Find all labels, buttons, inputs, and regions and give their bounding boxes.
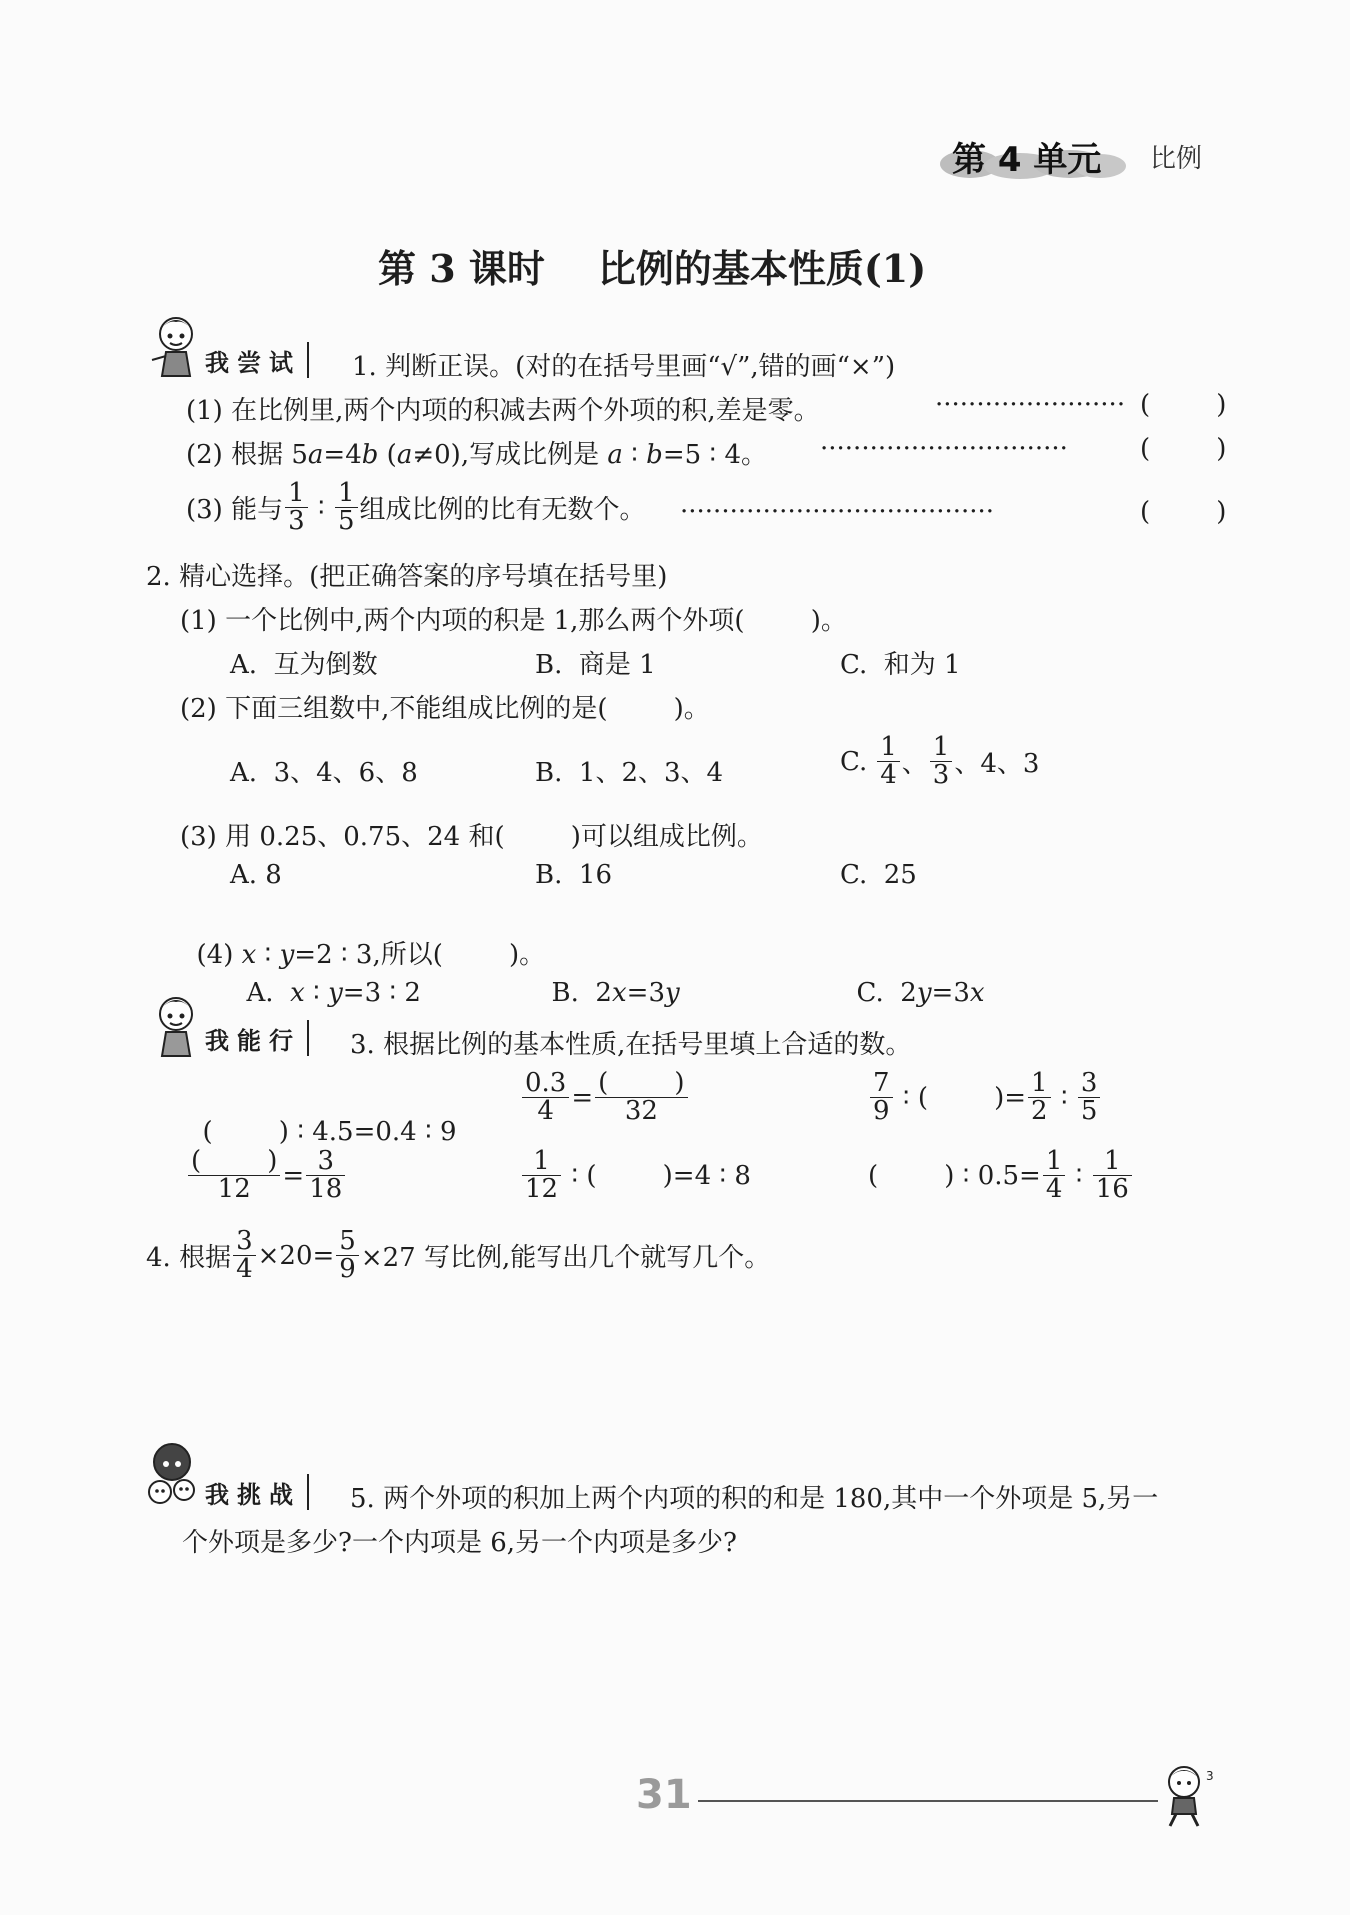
fraction: $\frac{1}{12}$ — [522, 1148, 561, 1204]
page-title: 第 3 课时 比例的基本性质(1) — [378, 246, 927, 291]
q2-item-2-stem: (2) 下面三组数中,不能组成比例的是( )。 — [180, 694, 710, 724]
fraction: $\frac{3}{4}$ — [233, 1228, 256, 1284]
fraction: $\frac{1}{16}$ — [1093, 1148, 1132, 1204]
unit-header — [940, 130, 1130, 180]
q3-heading: 3. 根据比例的基本性质,在括号里填上合适的数。 — [350, 1030, 912, 1060]
q1-item-2-leader: ······························ — [820, 434, 1068, 464]
q5-answer-area[interactable] — [146, 1580, 1206, 1740]
q3-eq-3: $\frac{7}{9}$ ∶ ( )= $\frac{1}{2}$ ∶ $\frac{3}{5}$ — [868, 1070, 1102, 1126]
answer-blank[interactable]: ( ) — [202, 1117, 289, 1147]
unit-topic: 比例 — [1150, 144, 1203, 174]
fraction: $\frac{1}{2}$ — [1028, 1070, 1051, 1126]
fraction: $\frac{1}{4}$ — [877, 734, 900, 790]
q2-item-3-option-c[interactable]: C. 25 — [840, 860, 917, 890]
q2-item-2-option-c[interactable]: C. $\frac{1}{4}$ 、 $\frac{1}{3}$ 、4、3 — [840, 732, 1040, 791]
fraction: $\frac{7}{9}$ — [870, 1070, 893, 1126]
girl-mascot-icon — [146, 310, 206, 380]
badge-challenge: 我挑战 — [205, 1474, 309, 1510]
q2-item-1-stem: (1) 一个比例中,两个内项的积是 1,那么两个外项( )。 — [180, 606, 847, 636]
q3-eq-2: $\frac{0.3}{4}$ = $\frac{( )}{32}$ — [520, 1070, 690, 1126]
q4-question: 4. 根据 $\frac{3}{4}$ ×20= $\frac{5}{9}$ ×27 写比例,能写出几个就写几个。 — [146, 1226, 771, 1285]
q1-item-3-answer[interactable]: ( ) — [1140, 497, 1227, 527]
kids-mascot-icon — [144, 1440, 204, 1510]
fraction: $\frac{5}{9}$ — [336, 1228, 359, 1284]
q2-item-1-option-c[interactable]: C. 和为 1 — [840, 650, 961, 680]
fraction: $\frac{1}{3}$ — [285, 480, 308, 536]
q3-eq-4: $\frac{( )}{12}$ = $\frac{3}{18}$ — [186, 1148, 347, 1204]
q1-heading: 1. 判断正误。(对的在括号里画“√”,错的画“×”) — [352, 352, 896, 382]
q1-item-1-answer[interactable]: ( ) — [1140, 390, 1227, 420]
fraction: $\frac{0.3}{4}$ — [522, 1070, 569, 1126]
q5-line-2: 个外项是多少?一个内项是 6,另一个内项是多少? — [182, 1528, 737, 1558]
q1-item-3-leader: ······································ — [680, 497, 995, 527]
badge-can: 我能行 — [205, 1020, 309, 1056]
q1-item-3: (3) 能与 $\frac{1}{3}$ ∶ $\frac{1}{5}$ 组成比例的比有无数个。 — [186, 478, 646, 537]
boy-mascot-icon — [1150, 1760, 1220, 1830]
fraction: $\frac{1}{4}$ — [1043, 1148, 1066, 1204]
section-can-header — [146, 990, 206, 1064]
q2-item-2-option-a[interactable]: A. 3、4、6、8 — [230, 758, 418, 788]
fraction: $\frac{1}{5}$ — [335, 480, 358, 536]
q2-item-1-option-a[interactable]: A. 互为倒数 — [230, 650, 378, 680]
q5-line-1: 5. 两个外项的积加上两个内项的积的和是 180,其中一个外项是 5,另一 — [350, 1484, 1159, 1514]
fraction: $\frac{1}{3}$ — [930, 734, 953, 790]
q2-item-4-option-b[interactable]: B. 2x=3y — [551, 978, 680, 1008]
fraction: $\frac{3}{18}$ — [306, 1148, 345, 1204]
svg-text:3: 3 — [1206, 1769, 1214, 1783]
badge-try: 我尝试 — [205, 342, 309, 378]
unit-label: 第 4 单元 — [952, 140, 1102, 180]
q3-eq-6: ( ) ∶ 0.5= $\frac{1}{4}$ ∶ $\frac{1}{16}$ — [868, 1148, 1134, 1204]
q3-eq-5: $\frac{1}{12}$ ∶ ( )=4 ∶ 8 — [520, 1148, 751, 1204]
q2-item-4-option-a[interactable]: A. x ∶ y=3 ∶ 2 — [246, 978, 421, 1008]
q2-item-3-option-b[interactable]: B. 16 — [535, 860, 612, 890]
q2-item-2-option-b[interactable]: B. 1、2、3、4 — [535, 758, 724, 788]
q2-item-4-stem: (4) x ∶ y=2 ∶ 3,所以( )。 — [196, 940, 546, 970]
q2-item-1-option-b[interactable]: B. 商是 1 — [535, 650, 656, 680]
section-challenge-header — [144, 1440, 204, 1514]
section-try-header — [146, 310, 206, 384]
q1-item-1: (1) 在比例里,两个内项的积减去两个外项的积,差是零。 — [186, 396, 820, 426]
q1-item-2-answer[interactable]: ( ) — [1140, 434, 1227, 464]
q1-item-2: (2) 根据 5a=4b (a≠0),写成比例是 a ∶ b=5 ∶ 4。 — [186, 440, 767, 470]
q2-item-3-stem: (3) 用 0.25、0.75、24 和( )可以组成比例。 — [180, 822, 763, 852]
girl-mascot-icon — [146, 990, 206, 1060]
page-number: 31 — [636, 1772, 692, 1818]
q2-heading: 2. 精心选择。(把正确答案的序号填在括号里) — [146, 562, 668, 592]
q2-item-4-option-c[interactable]: C. 2y=3x — [856, 978, 985, 1008]
q1-item-1-leader: ······················· — [935, 390, 1126, 420]
fraction[interactable]: $\frac{( )}{32}$ — [595, 1070, 687, 1126]
fraction[interactable]: $\frac{( )}{12}$ — [188, 1148, 280, 1204]
q2-item-3-option-a[interactable]: A. 8 — [230, 860, 282, 890]
fraction: $\frac{3}{5}$ — [1078, 1070, 1101, 1126]
footer-mascot — [1150, 1760, 1220, 1834]
q4-answer-area[interactable] — [146, 1300, 1206, 1420]
footer-rule — [698, 1800, 1158, 1802]
q3-eq-1: ( ) ∶ 4.5=0.4 ∶ 9 — [202, 1117, 457, 1147]
